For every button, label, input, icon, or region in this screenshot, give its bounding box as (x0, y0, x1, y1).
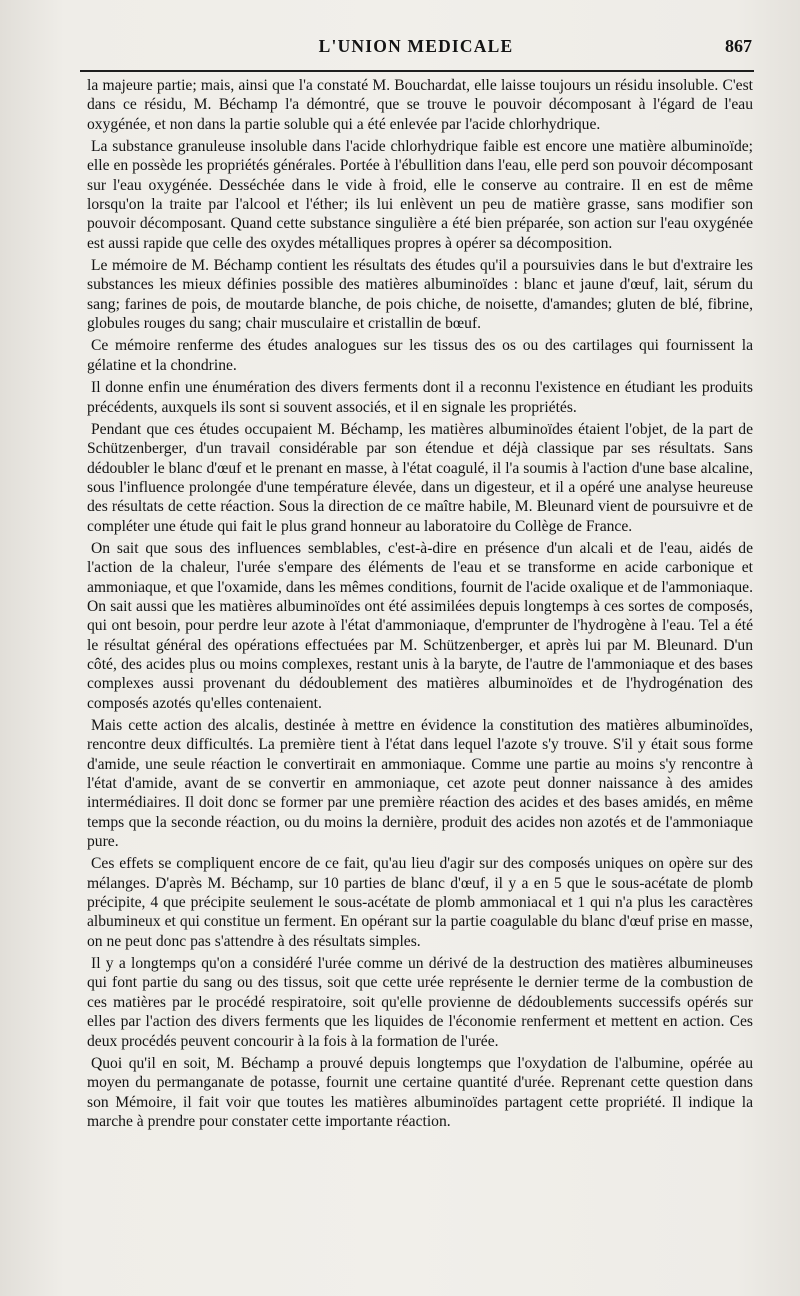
running-title: L'UNION MEDICALE (318, 36, 514, 56)
paragraph: On sait que sous des influences semblables, c'est-à-dire en présence d'un alcali et de l'eau, aidés de l'action de la chaleur, l'urée s'empare des éléments de l'eau et se transforme en acide carbonique et ammoniaque, et que l'oxamide, dans les mêmes conditions, fournit de l'acide oxalique et de l'ammoniaque. On sait aussi que les matières albuminoïdes ont été assimilées depuis longtemps à ces sortes de composés, qui ont besoin, pour perdre leur azote à l'état d'ammoniaque, d'emprunter de l'hydrogène à l'eau. Tel a été le résultat général des opérations effectuées par M. Schützenberger, et après lui par M. Bleunard. D'un côté, des acides plus ou moins complexes, restant unis à la baryte, de l'autre de l'ammoniaque et des bases complexes aussi provenant du dédoublement des matières albuminoïdes et de l'hydrogénation des composés azotés qu'elles contenaient. (87, 539, 753, 712)
header-rule (80, 70, 754, 72)
paragraph: Quoi qu'il en soit, M. Béchamp a prouvé depuis longtemps que l'oxydation de l'albumine, opérée au moyen du permanganate de potasse, fournit une certaine quantité d'urée. Reprenant cette question dans son Mémoire, il fait voir que toutes les matières albuminoïdes partagent cette propriété. Il indique la marche à prendre pour constater cette importante réaction. (87, 1054, 753, 1130)
page-number: 867 (725, 36, 752, 56)
paragraph: Il y a longtemps qu'on a considéré l'urée comme un dérivé de la destruction des matières albumineuses qui font partie du sang ou des tissus, soit que cette urée représente le dernier terme de la combustion de ces matières par le procédé respiratoire, soit qu'elle provienne de dédoublements successifs opérés sur elles par l'action des divers ferments que les liquides de l'économie renferment et mettent en action. Ces deux procédés peuvent concourir à la fois à la formation de l'urée. (87, 955, 753, 1050)
paragraph: La substance granuleuse insoluble dans l'acide chlorhydrique faible est encore une matière albuminoïde; elle en possède les propriétés générales. Portée à l'ébullition dans l'eau, elle perd son pouvoir décomposant sur l'eau oxygénée. Desséchée dans le vide à froid, elle le conserve au contraire. Il en est de même lorsqu'on la traite par l'alcool et l'éther; ils lui enlèvent un peu de matière grasse, sans modifier son pouvoir décomposant. Quand cette substance singulière a été bien préparée, son action sur l'eau oxygénée est aussi rapide que celle des oxydes métalliques propres à opérer sa décomposition. (87, 138, 753, 252)
paragraph: la majeure partie; mais, ainsi que l'a constaté M. Bouchardat, elle laisse toujours un résidu insoluble. C'est dans ce résidu, M. Béchamp l'a démontré, que se trouve le pouvoir décomposant à l'égard de l'eau oxygénée, et non dans la partie soluble qui a été enlevée par l'acide chlorhydrique. (87, 77, 753, 133)
paragraph: Pendant que ces études occupaient M. Béchamp, les matières albuminoïdes étaient l'objet, de la part de Schützenberger, d'un travail considérable par son étendue et déjà classique par ses résultats. Sans dédoubler le blanc d'œuf et le prenant en masse, à l'état coagulé, il l'a soumis à l'action d'une base alcaline, sous l'influence prolongée d'une température élevée, dans un digesteur, et il a opéré une analyse heureuse des résultats de cette réaction. Sous la direction de ce maître habile, M. Bleunard vient de poursuivre et de compléter une étude qui fait le plus grand honneur au laboratoire du Collège de France. (87, 420, 753, 535)
paragraph: Mais cette action des alcalis, destinée à mettre en évidence la constitution des matières albuminoïdes, rencontre deux difficultés. La première tient à l'état dans lequel l'azote s'y trouve. S'il y était sous forme d'amide, une seule réaction le convertirait en ammoniaque. Comme une partie au moins s'y rencontre à l'état d'amide, avant de se convertir en ammoniaque, cet azote peut donner naissance à des amides intermédiaires. Il doit donc se former par une première réaction des acides et des bases amidés, en même temps que la seconde réaction, ou du moins la dernière, produit des acides non azotés et de l'ammoniaque pure. (87, 717, 753, 851)
body-text (87, 76, 753, 1134)
paragraph: Ce mémoire renferme des études analogues sur les tissus des os ou des cartilages qui fournissent la gélatine et la chondrine. (87, 337, 753, 374)
paragraph: Il donne enfin une énumération des divers ferments dont il a reconnu l'existence en étudiant les produits précédents, auxquels ils sont si souvent associés, et il en signale les propriétés. (87, 379, 753, 416)
paragraph: Le mémoire de M. Béchamp contient les résultats des études qu'il a poursuivies dans le but d'extraire les substances les mieux définies possible des matières albuminoïdes : blanc et jaune d'œuf, lait, sérum du sang; farines de pois, de moutarde blanche, de pois chiche, de noisette, d'amandes; gluten de blé, fibrine, globules rouges du sang; chair musculaire et cristallin de bœuf. (87, 257, 753, 333)
page-header (80, 36, 752, 66)
paragraph: Ces effets se compliquent encore de ce fait, qu'au lieu d'agir sur des composés uniques on opère sur des mélanges. D'après M. Béchamp, sur 10 parties de blanc d'œuf, il y a en 5 que le sous-acétate de plomb précipite, 4 que précipite seulement le sous-acétate de plomb ammoniacal et 1 qui n'a plus les caractères albumineux et qui constitue un ferment. En opérant sur la partie coagulable du blanc d'œuf prise en masse, on ne peut donc pas s'attendre à des résultats simples. (87, 855, 753, 950)
